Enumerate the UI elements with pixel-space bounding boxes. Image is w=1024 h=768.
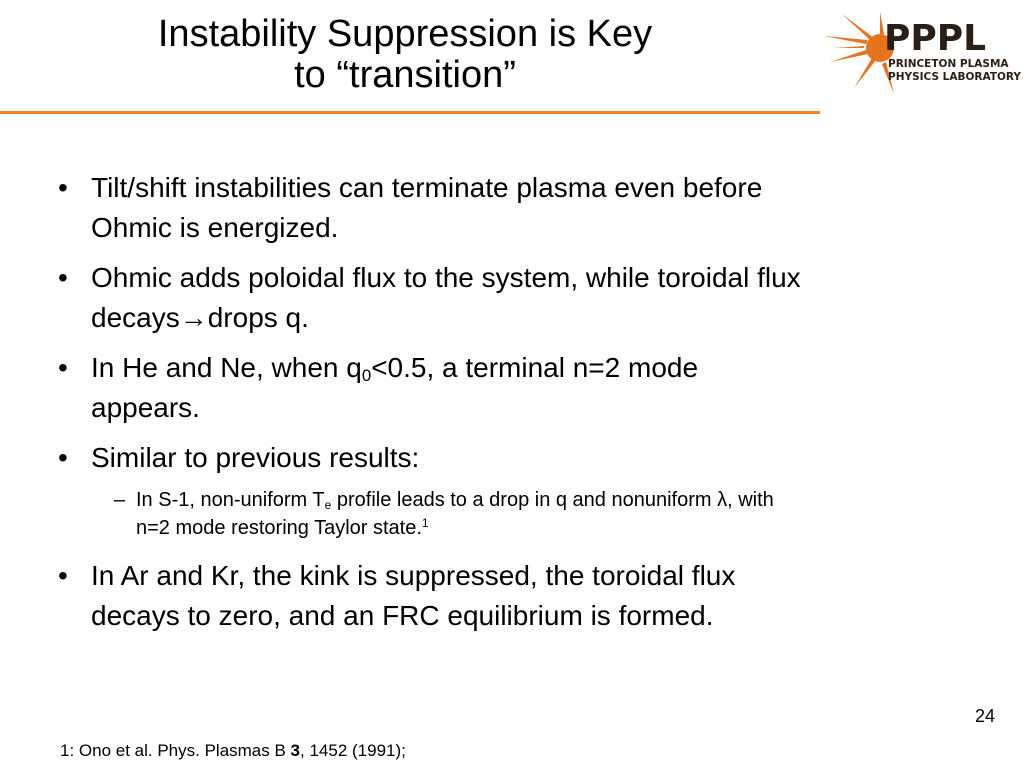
title-underline — [0, 111, 820, 114]
bullet-text: Ohmic is energized. — [91, 212, 339, 243]
footnote: 1: Ono et al. Phys. Plasmas B 3, 1452 (1991); — [60, 741, 406, 760]
bullet-marker: • — [58, 172, 68, 203]
sub-bullet-marker: – — [114, 489, 126, 511]
logo-line-1: PRINCETON PLASMA — [888, 58, 1009, 70]
logo-line-2: PHYSICS LABORATORY — [888, 71, 1022, 83]
bullet-text: appears. — [91, 392, 200, 423]
bullet-text: decays→drops q. — [91, 302, 309, 333]
lambda-symbol: λ — [717, 489, 728, 511]
slide-title — [60, 14, 750, 96]
bullet-text: decays to zero, and an FRC equilibrium is formed. — [91, 600, 714, 631]
bullet-marker: • — [58, 352, 68, 383]
sub-bullet-text: n=2 mode restoring Taylor state.$^1$ — [136, 515, 429, 539]
bullet-text: Ohmic adds poloidal flux to the system, while toroidal flux — [91, 262, 801, 293]
title-line-2: to “transition” — [294, 54, 516, 96]
bullet-text: Tilt/shift instabilities can terminate plasma even before — [91, 172, 763, 203]
bullet-marker: • — [58, 560, 68, 591]
pppl-logo — [824, 10, 1024, 96]
bullet-text: Similar to previous results: — [91, 442, 420, 473]
bullet-marker: • — [58, 262, 68, 293]
page-number: 24 — [974, 706, 995, 726]
arrow-icon: → — [179, 302, 208, 333]
bullet-text: In Ar and Kr, the kink is suppressed, the toroidal flux — [91, 560, 736, 591]
bullet-marker: • — [58, 442, 68, 473]
bullet-text: In He and Ne, when $q_0<0.5$, a terminal n=2 mode — [91, 352, 699, 386]
title-line-1: Instability Suppression is Key — [157, 13, 653, 55]
pppl-logo-icon — [824, 10, 1024, 96]
logo-wordmark: PPPL — [884, 18, 987, 59]
sub-bullet-text: In S-1, non-uniform $T_e$ profile leads to a drop in q and nonuniform λ, with — [136, 489, 774, 512]
